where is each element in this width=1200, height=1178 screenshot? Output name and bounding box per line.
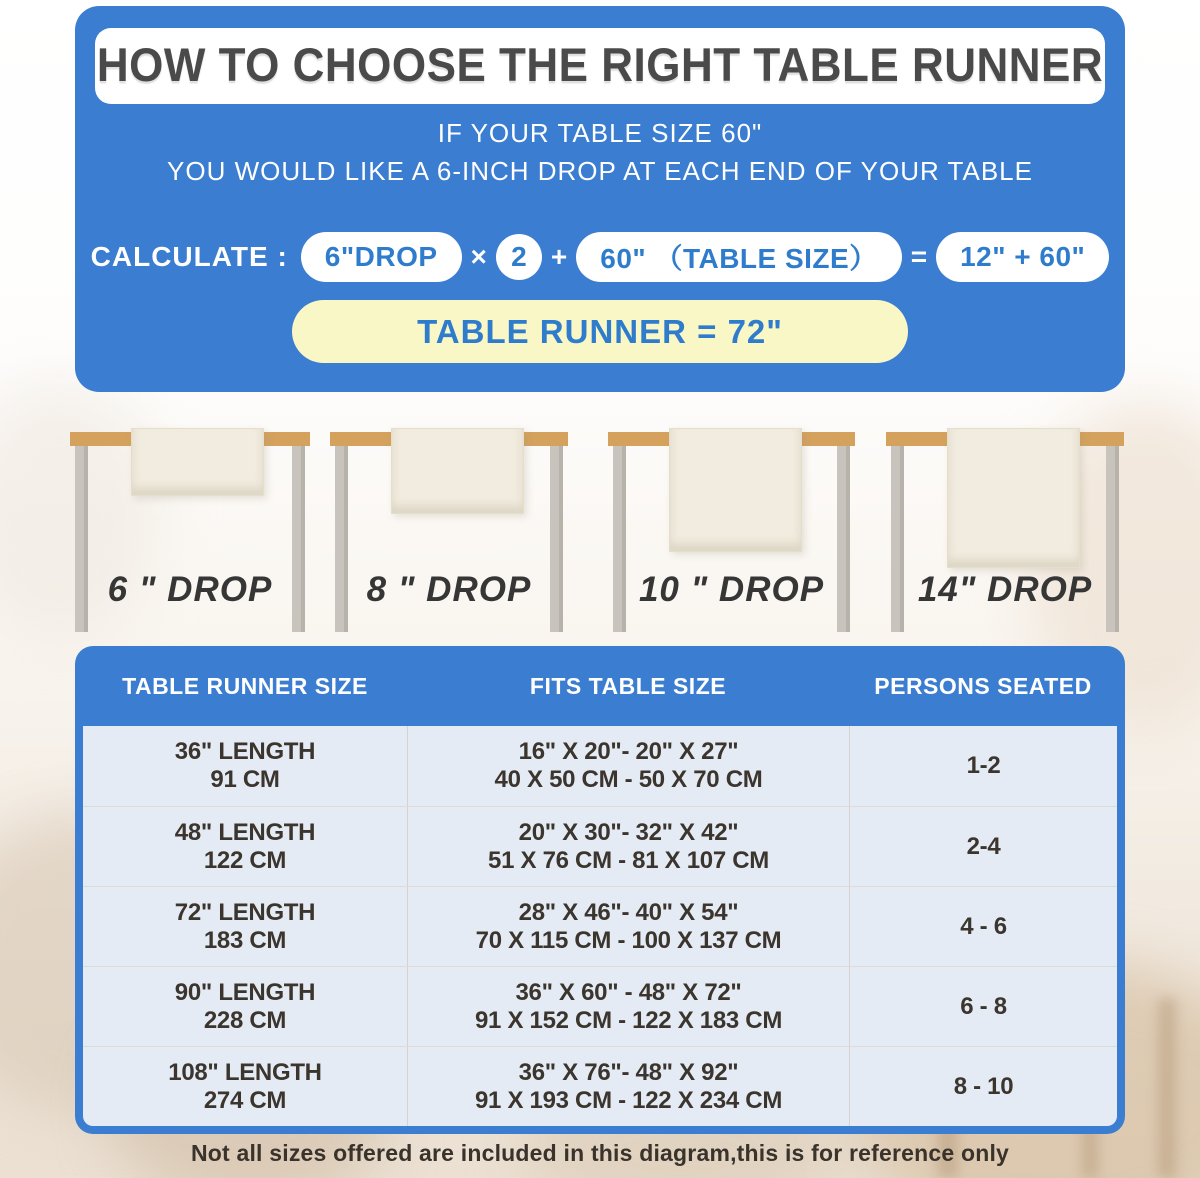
size-chart-body	[83, 726, 1117, 1126]
drop-label: 8 " DROP	[366, 570, 532, 609]
persons-cell: 1-2	[849, 726, 1117, 806]
table-row	[83, 806, 1117, 886]
equals-sign: =	[910, 241, 928, 272]
drop-figure-14	[886, 428, 1124, 638]
persons-cell: 4 - 6	[849, 887, 1117, 966]
subtitle-line-1: IF YOUR TABLE SIZE 60"	[437, 118, 763, 148]
table-row	[83, 726, 1117, 806]
sum-pill: 12" + 60"	[936, 232, 1109, 282]
persons-cell: 8 - 10	[849, 1047, 1117, 1126]
table-runner	[391, 428, 524, 514]
size-chart-panel	[75, 646, 1125, 1134]
table-runner	[669, 428, 802, 552]
table-size-pill: 60" （TABLE SIZE）	[576, 232, 901, 282]
multiply-sign: ×	[470, 241, 487, 272]
drop-figure-8	[330, 428, 568, 638]
plus-sign: +	[550, 241, 568, 272]
drop-label: 14" DROP	[917, 570, 1093, 609]
table-row	[83, 886, 1117, 966]
column-header-runner-size: TABLE RUNNER SIZE	[122, 672, 368, 699]
calculation-row	[75, 232, 1125, 282]
table-row	[83, 1046, 1117, 1126]
table-runner	[947, 428, 1080, 568]
runner-size-cell: 36" LENGTH 91 CM	[174, 738, 316, 793]
drop-label: 6 " DROP	[107, 570, 273, 609]
instruction-panel	[75, 6, 1125, 392]
runner-size-cell: 108" LENGTH 274 CM	[168, 1058, 322, 1114]
column-header-persons: PERSONS SEATED	[874, 672, 1092, 699]
runner-size-cell: 90" LENGTH 228 CM	[174, 978, 316, 1034]
multiplier-circle: 2	[496, 234, 542, 280]
size-chart-header	[83, 646, 1117, 726]
fits-size-cell: 36" X 76"- 48" X 92" 91 X 193 CM - 122 X 234 CM	[407, 1047, 849, 1126]
fits-size-cell: 16" X 20"- 20" X 27" 40 X 50 CM - 50 X 70 CM	[407, 726, 849, 806]
table-row	[83, 966, 1117, 1046]
table-runner	[131, 428, 264, 496]
runner-size-cell: 48" LENGTH 122 CM	[174, 818, 316, 874]
fits-size-cell: 36" X 60" - 48" X 72" 91 X 152 CM - 122 X 183 CM	[407, 967, 849, 1046]
runner-size-cell: 72" LENGTH 183 CM	[174, 898, 316, 954]
footer-note: Not all sizes offered are included in this diagram,this is for reference only	[190, 1140, 1010, 1166]
drop-value-pill: 6"DROP	[301, 232, 462, 282]
persons-cell: 2-4	[849, 807, 1117, 886]
drop-label: 10 " DROP	[638, 570, 825, 609]
persons-cell: 6 - 8	[849, 967, 1117, 1046]
drop-figure-10	[608, 428, 855, 638]
column-header-fits-size: FITS TABLE SIZE	[529, 672, 727, 699]
drop-figure-6	[70, 428, 310, 638]
page-title: HOW TO CHOOSE THE RIGHT TABLE RUNNER	[96, 39, 1104, 92]
title-banner	[95, 28, 1105, 104]
fits-size-cell: 28" X 46"- 40" X 54" 70 X 115 CM - 100 X 137 CM	[407, 887, 849, 966]
fits-size-cell: 20" X 30"- 32" X 42" 51 X 76 CM - 81 X 107 CM	[407, 807, 849, 886]
subtitle-line-2: YOU WOULD LIKE A 6-INCH DROP AT EACH END OF YOUR TABLE	[167, 156, 1033, 186]
result-pill: TABLE RUNNER = 72"	[292, 300, 908, 363]
calculate-label: CALCULATE :	[90, 241, 288, 272]
